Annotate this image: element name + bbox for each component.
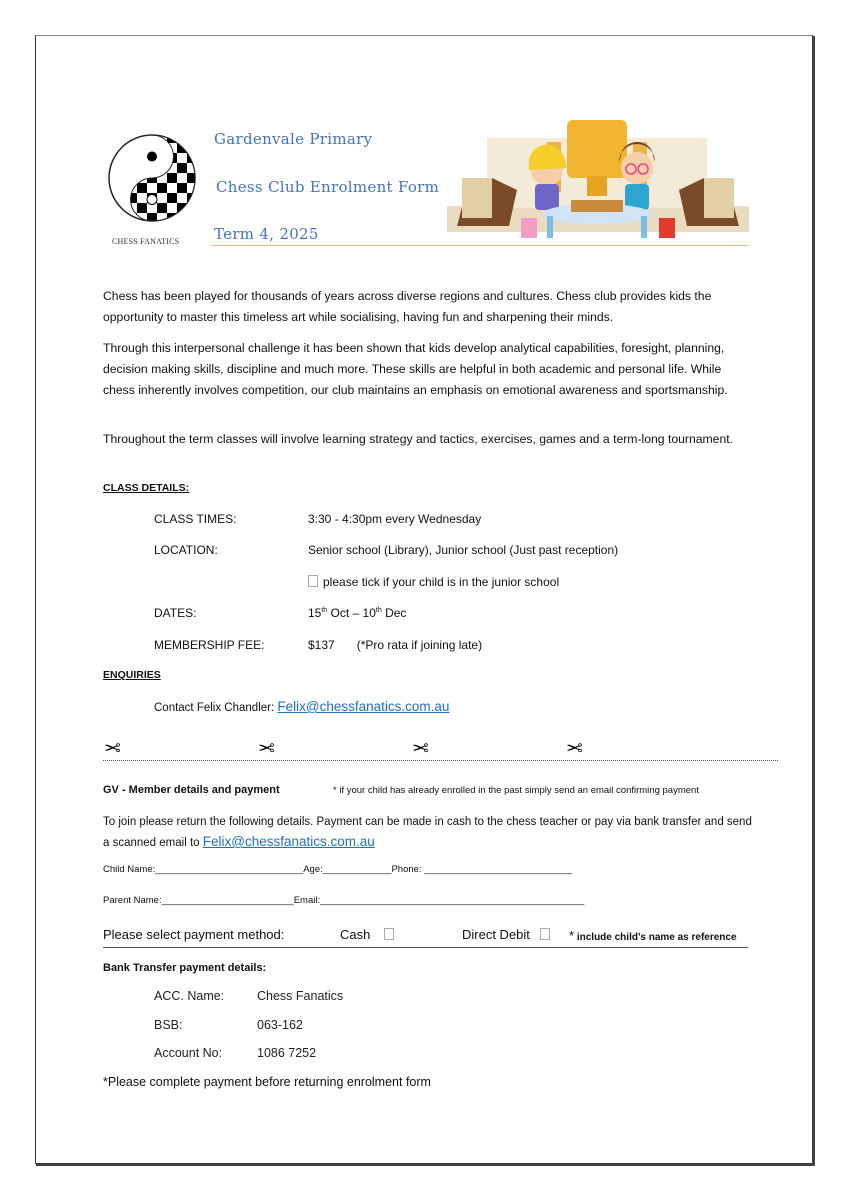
parent-details-row	[103, 895, 584, 906]
end-month: Dec	[381, 606, 407, 620]
child-details-row	[103, 864, 572, 875]
account-no-label: Account No:	[154, 1046, 223, 1060]
start-day: 15	[308, 606, 322, 620]
join-email-link[interactable]: Felix@chessfanatics.com.au	[202, 834, 375, 849]
parent-name-label: Parent Name:	[103, 895, 162, 906]
cut-line-divider	[103, 760, 778, 761]
end-day: 10	[362, 606, 376, 620]
payment-divider	[103, 947, 748, 948]
cash-checkbox[interactable]	[384, 928, 394, 940]
reference-note-text: include child’s name as reference	[574, 932, 737, 943]
child-name-label: Child Name:	[103, 864, 156, 875]
cash-option	[340, 927, 399, 942]
scissors-icon: ✂	[412, 738, 429, 760]
phone-label: Phone:	[391, 864, 425, 875]
junior-school-option	[308, 575, 559, 589]
phone-field[interactable]: ____________________________	[424, 864, 573, 875]
bank-details-heading: Bank Transfer payment details:	[103, 962, 267, 974]
age-label: Age:	[303, 864, 323, 875]
dates-label: DATES:	[154, 606, 197, 620]
scissors-icon: ✂	[104, 738, 121, 760]
cash-label: Cash	[340, 927, 371, 942]
email-field[interactable]: __________________________________________________	[320, 895, 585, 906]
bsb-label: BSB:	[154, 1018, 183, 1032]
junior-school-checkbox-label: please tick if your child is in the junior school	[323, 575, 560, 589]
page-border-shadow	[813, 36, 815, 1165]
join-instructions-text: To join please return the following details. Payment can be made in cash to the chess teacher or pay via bank transfer and send a scanned email to	[103, 816, 752, 849]
class-times-value: 3:30 - 4:30pm every Wednesday	[308, 512, 482, 526]
member-section-heading: GV - Member details and payment	[103, 784, 280, 796]
intro-paragraph: Throughout the term classes will involve learning strategy and tactics, exercises, games and a term-long tournament.	[103, 432, 733, 446]
acc-name-label: ACC. Name:	[154, 989, 225, 1003]
fee-note: (*Pro rata if joining late)	[356, 638, 483, 652]
header-divider	[212, 245, 748, 246]
start-day-suffix: th	[321, 607, 328, 614]
direct-debit-option	[462, 927, 555, 942]
enquiries-heading: ENQUIRIES	[103, 669, 161, 681]
hero-illustration	[447, 118, 749, 244]
member-section-note: * if your child has already enrolled in the past simply send an email confirming payment	[333, 785, 699, 796]
location-value: Senior school (Library), Junior school (Just past reception)	[308, 543, 619, 557]
account-no-value: 1086 7252	[257, 1046, 317, 1060]
direct-debit-checkbox[interactable]	[540, 928, 550, 940]
school-name: Gardenvale Primary	[214, 130, 373, 148]
logo-caption: CHESS FANATICS	[112, 237, 180, 246]
class-times-label: CLASS TIMES:	[154, 512, 237, 526]
age-field[interactable]: _____________	[322, 864, 392, 875]
membership-fee-value	[308, 638, 482, 652]
fee-amount: $137	[308, 638, 335, 652]
scissors-icon: ✂	[258, 738, 275, 760]
parent-name-field[interactable]: _________________________	[161, 895, 294, 906]
intro-paragraph: Chess has been played for thousands of years across diverse regions and cultures. Chess club provides kids the opportunity to master this timeless art while socialising, having fun and sharpening their minds.	[103, 289, 712, 324]
start-month: Oct –	[327, 606, 363, 620]
dates-value	[308, 606, 406, 620]
class-details-heading: CLASS DETAILS:	[103, 482, 190, 494]
join-instructions	[103, 812, 753, 853]
contact-line	[154, 699, 449, 714]
term-label: Term 4, 2025	[214, 225, 319, 243]
chess-fanatics-logo-icon	[107, 133, 197, 223]
child-name-field[interactable]: ____________________________	[155, 864, 304, 875]
form-title: Chess Club Enrolment Form	[216, 178, 440, 196]
contact-email-link[interactable]: Felix@chessfanatics.com.au	[277, 699, 450, 714]
intro-paragraph: Through this interpersonal challenge it has been shown that kids develop analytical capabilities, foresight, planning, decision making skills, discipline and much more. These skills are helpful in both academic and personal life. While chess inherently involves competition, our club maintains an emphasis on emotional awareness and sportsmanship.	[103, 341, 728, 397]
end-day-suffix: th	[375, 607, 382, 614]
direct-debit-label: Direct Debit	[462, 927, 530, 942]
acc-name-value: Chess Fanatics	[257, 989, 344, 1003]
payment-method-prompt: Please select payment method:	[103, 927, 285, 942]
reference-star: *	[569, 928, 575, 943]
junior-school-checkbox[interactable]	[308, 575, 318, 587]
payment-reminder: *Please complete payment before returning enrolment form	[103, 1075, 431, 1089]
location-label: LOCATION:	[154, 543, 218, 557]
reference-note	[569, 928, 737, 943]
page-border-shadow	[36, 1164, 815, 1166]
email-label: Email:	[293, 895, 321, 906]
contact-label: Contact Felix Chandler:	[154, 702, 278, 714]
scissors-icon: ✂	[566, 738, 583, 760]
bsb-value: 063-162	[257, 1018, 303, 1032]
membership-fee-label: MEMBERSHIP FEE:	[154, 638, 265, 652]
